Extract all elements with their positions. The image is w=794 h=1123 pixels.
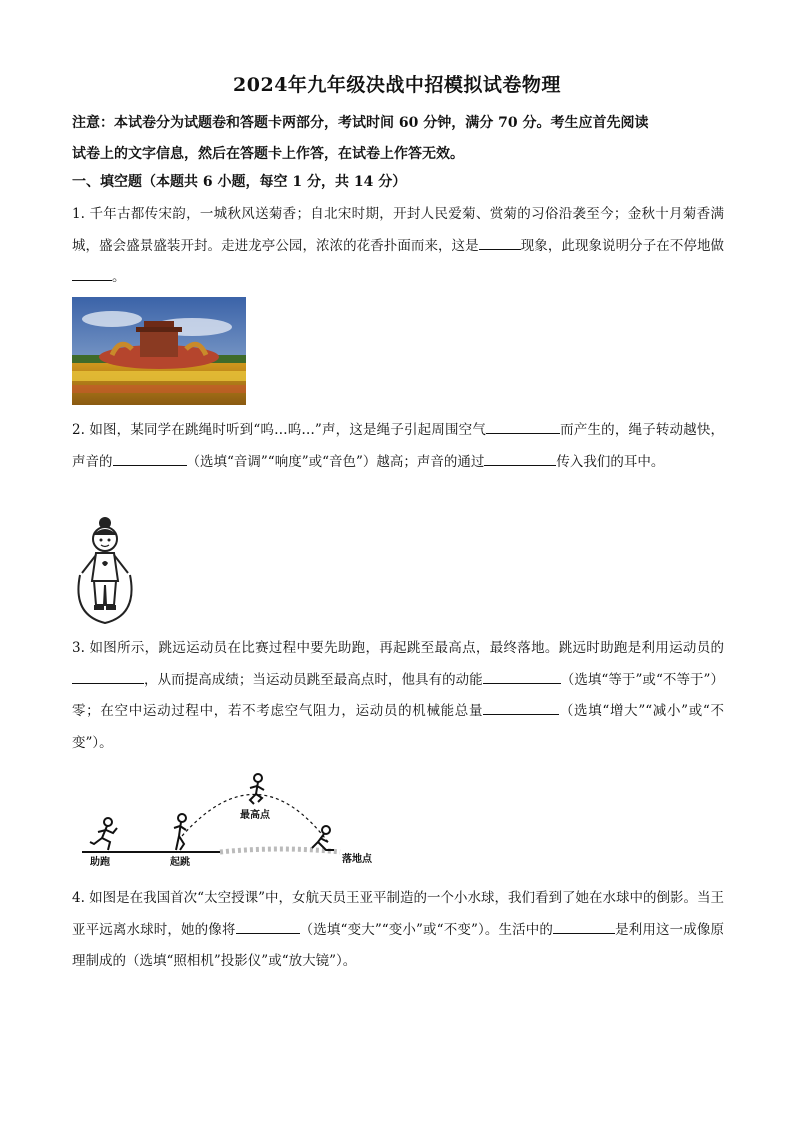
q2-text-d: 传入我们的耳中。: [556, 453, 665, 470]
q2-text-c: （选填“音调”“响度”或“音色”）越高；声音的通过: [186, 453, 485, 470]
q1-text-b: 现象，此现象说明分子在不停地做: [520, 237, 725, 254]
label-takeoff: 起跳: [170, 857, 190, 866]
q1-blank-1[interactable]: [479, 235, 521, 250]
q3-blank-1[interactable]: [72, 669, 144, 684]
q1-text-a: 1. 千年古都传宋韵，一城秋风送菊香；自北宋时期，开封人民爱菊、赏菊的习俗沿袭至今；金秋十月菊香满城，盛会盛景盛装开封。走进龙亭公园，浓浓的花香扑面而来，这是: [72, 206, 724, 254]
question-3: [72, 633, 724, 759]
q1-text-c: 。: [112, 269, 126, 285]
long-jump-figure: [80, 770, 380, 866]
jump-rope-girl-figure: [72, 515, 138, 627]
chrysanthemum-photo: [72, 297, 246, 405]
q4-blank-1[interactable]: [236, 919, 300, 934]
label-highest: 最高点: [240, 810, 270, 821]
notice-line-1: 注意：本试卷分为试题卷和答题卡两部分，考试时间 60 分钟，满分 70 分。考生应首先阅读: [72, 115, 649, 131]
page-title: 2024年九年级决战中招模拟试卷物理: [233, 74, 561, 96]
question-1: [72, 199, 724, 294]
label-run: 助跑: [90, 857, 110, 866]
q4-text-a: 4. 如图是在我国首次“太空授课”中，女航天员王亚平制造的一个小水球，我们看到了她在水球中的倒影。当王亚平远离水球时，她的像将: [72, 890, 724, 938]
q3-text-a: 3. 如图所示，跳远运动员在比赛过程中要先助跑，再起跳至最高点，最终落地。跳远时助跑是利用运动员的: [72, 640, 724, 656]
notice: [72, 108, 722, 170]
question-4: [72, 883, 724, 978]
q4-blank-2[interactable]: [553, 919, 615, 934]
q3-text-b: ，从而提高成绩；当运动员跳至最高点时，他具有的动能: [144, 671, 483, 688]
label-landing: 落地点: [342, 854, 372, 865]
q2-blank-1[interactable]: [486, 419, 560, 434]
q4-text-b: （选填“变大”“变小”或“不变”）。生活中的: [299, 921, 553, 938]
q3-text-c: （选填“等于”或“不等于”）零；在空中运动过程中，若不考虑空气阻力，运动员的机械能总量: [72, 671, 725, 719]
q2-blank-2[interactable]: [113, 451, 187, 466]
q1-blank-2[interactable]: [72, 266, 112, 281]
q3-blank-2[interactable]: [483, 669, 561, 684]
q2-text-a: 2. 如图，某同学在跳绳时听到“呜…呜…”声，这是绳子引起周围空气: [72, 422, 486, 438]
q3-blank-3[interactable]: [483, 700, 559, 715]
notice-line-2: 试卷上的文字信息，然后在答题卡上作答，在试卷上作答无效。: [72, 146, 464, 162]
question-2: [72, 415, 724, 478]
q3-text-d: （选填“增大”“减小”或“不变”）。: [72, 703, 724, 751]
q4-text-c: 是利用这一成像原理制成的（选填“照相机”投影仪”或“放大镜”）。: [72, 921, 724, 969]
q2-blank-3[interactable]: [484, 451, 556, 466]
section-heading-fill-blank: 一、填空题（本题共 6 小题，每空 1 分，共 14 分）: [72, 174, 407, 190]
q2-text-b: 而产生的，绳子转动越快，声音的: [72, 422, 725, 470]
